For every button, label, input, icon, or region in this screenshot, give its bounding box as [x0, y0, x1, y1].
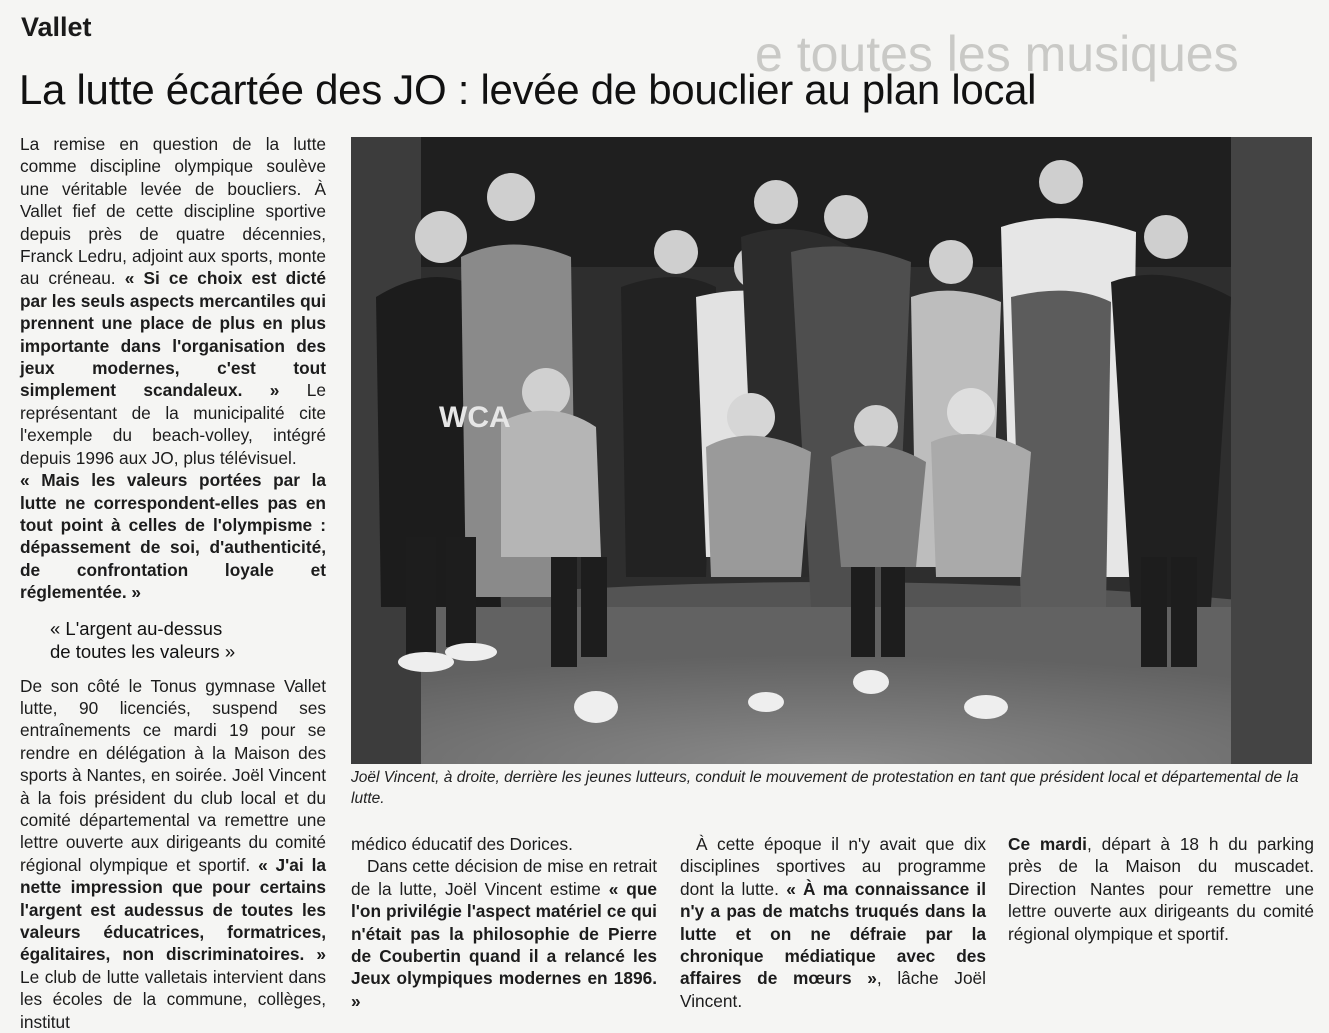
- photo-caption: Joël Vincent, à droite, derrière les jeunes lutteurs, conduit le mouvement de protestation en tant que président local et départemental de la lutte.: [351, 769, 1299, 807]
- headline: La lutte écartée des JO : levée de bouclier au plan local: [19, 66, 1037, 113]
- column-1: [20, 133, 326, 1032]
- column-4: [1008, 833, 1314, 1000]
- subheading: « L'argent au-dessus de toutes les valeurs »: [50, 617, 236, 662]
- section-label: Vallet: [21, 12, 92, 42]
- column-3: [680, 833, 987, 1011]
- shirt-logo-text: WCA: [439, 401, 511, 434]
- team-photo: [351, 137, 1312, 764]
- paragraph: médico éducatif des Dorices.: [351, 834, 573, 854]
- paragraph: La remise en question de la lutte comme discipline olympique soulève une véritable levée de boucliers. À Vallet fief de cette discipline sportive depuis près de quatre décennies, Franck Ledru, adjoint aux sports, monte au créneau. « Si ce choix est dicté par les seuls aspects mercantiles qui prennent une place de plus en plus importante dans l'organisation des jeux modernes, c'est tout simplement scandaleux. » Le représentant de la municipalité cite l'exemple du beach-volley, intégré depuis 1996 aux JO, plus télévisuel.: [20, 134, 326, 468]
- adjacent-article-headline: e toutes les musiques: [755, 26, 1239, 82]
- paragraph: À cette époque il n'y avait que dix disciplines sportives au programme dont la lutte. « À ma connaissance il n'y a pas de matchs truqués dans la lutte et on ne défraie par la chronique médiatique avec des affaires de mœurs », lâche Joël Vincent.: [680, 834, 987, 1011]
- paragraph: Dans cette décision de mise en retrait de la lutte, Joël Vincent estime « que l'on privilégie l'aspect matériel ce qui n'était pas la philosophie de Pierre de Coubertin quand il a relancé les Jeux olympiques modernes en 1896. »: [351, 856, 657, 1011]
- paragraph: Ce mardi, départ à 18 h du parking près de la Maison du muscadet. Direction Nantes pour remettre une lettre ouverte aux dirigeants du comité régional olympique et sportif.: [1008, 834, 1314, 944]
- paragraph: « Mais les valeurs portées par la lutte ne correspondent-elles pas en tout point à celles de l'olympisme : dépassement de soi, d'authenticité, de confrontation loyale et réglementée. »: [20, 470, 326, 603]
- column-2: [351, 833, 657, 1011]
- paragraph: De son côté le Tonus gymnase Vallet lutte, 90 licenciés, suspend ses entraînements ce mardi 19 pour se rendre en délégation à la Maison des sports à Nantes, en soirée. Joël Vincent à la fois président du club local et du comité départemental va remettre une lettre ouverte aux dirigeants du comité régional olympique et sportif. « J'ai la nette impression que pour certains l'argent est audessus de toutes les valeurs éducatrices, formatrices, égalitaires, non discriminatoires. » Le club de lutte valletais intervient dans les écoles de la commune, collèges, institut: [20, 675, 326, 1032]
